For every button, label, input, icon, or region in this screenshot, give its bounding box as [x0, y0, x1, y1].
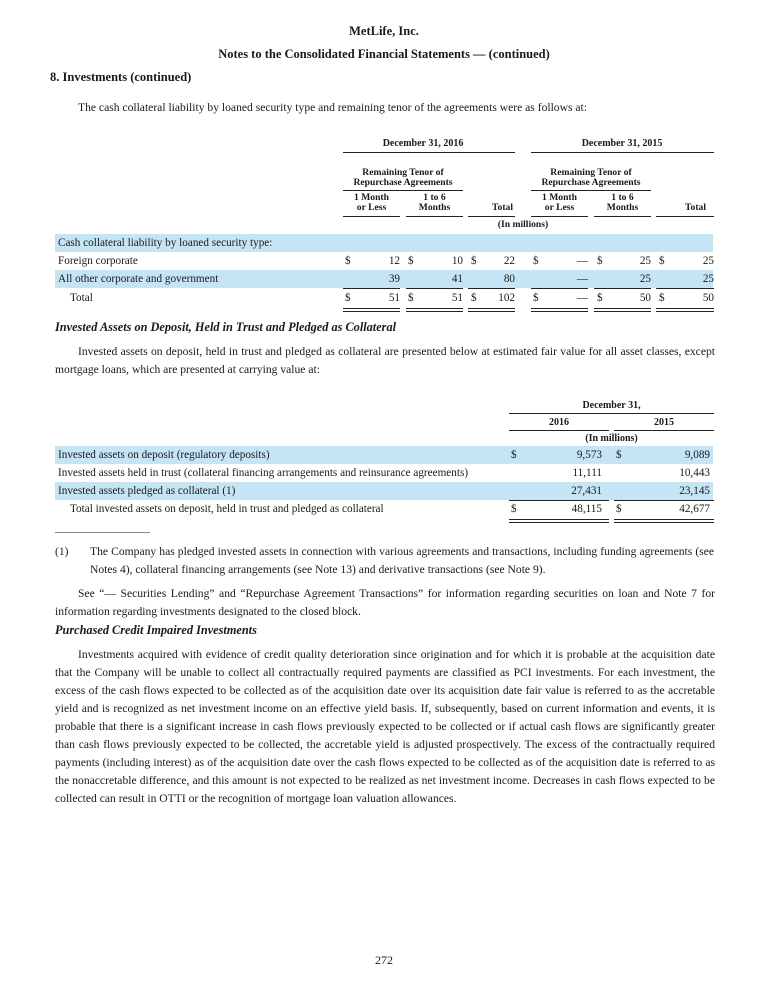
- value-cell: 50: [639, 292, 651, 304]
- value-cell: 10,443: [679, 467, 710, 479]
- pci-paragraph: Investments acquired with evidence of credit quality deterioration since origination and for which it is probable at the acquisition date that the Company will be unable to collect all contractually required payments are classified as PCI investments. For each investment, the excess of the cash flows expected to be collected as of the acquisition date over its acquisition date fair value is referred to as the accretable yield and is recognized as net investment income on an effective yield basis. If, subsequently, based on current information and events, it is probable that there is a significant increase in cash flows previously expected to be collected or if actual cash flows are significantly greater than cash flows previously expected to be collected, the accretable yield is adjusted prospectively. The excess of the contractually required payments (including interest) as of the acquisition date over the cash flows expected to be collected as of the acquisition date is referred to as the nonaccretable difference, and this amount is not expected to be realized as net investment income. Decreases in cash flows expected to be collected can result in OTTI or the recognition of mortgage loan valuation allowances.: [55, 648, 715, 805]
- currency-symbol: $: [597, 292, 603, 304]
- category-label: Cash collateral liability by loaned security type:: [58, 237, 273, 249]
- value-cell: —: [576, 273, 588, 285]
- col-header-total-2016: Total: [492, 202, 513, 213]
- value-cell: 9,573: [576, 449, 602, 461]
- total-double-rule: [614, 519, 714, 523]
- value-cell: 25: [702, 255, 714, 267]
- currency-symbol: $: [345, 255, 351, 267]
- see-also-paragraph: See “— Securities Lending” and “Repurchase Agreement Transactions” for information regarding securities on loan and Note 7 for information regarding investments designated to the closed block.: [55, 587, 715, 618]
- value-cell: 51: [388, 292, 400, 304]
- footnote-divider: [55, 532, 150, 533]
- year-header-2016: 2016: [549, 417, 569, 428]
- section-heading-pci: Purchased Credit Impaired Investments: [55, 623, 257, 637]
- invested-assets-paragraph: Invested assets on deposit, held in trust and pledged as collateral are presented below at estimated fair value for all asset classes, except mortgage loans, which are presented at carrying value at:: [55, 345, 715, 376]
- page-number: 272: [375, 953, 393, 967]
- row-label: All other corporate and government: [58, 273, 219, 285]
- units-label: (In millions): [585, 433, 638, 444]
- currency-symbol: $: [471, 255, 477, 267]
- group-header-2016: Remaining Tenor of Repurchase Agreements: [353, 167, 453, 188]
- col-rule: [468, 216, 515, 217]
- value-cell: 25: [702, 273, 714, 285]
- total-double-rule: [343, 308, 400, 312]
- footnote-marker: (1): [55, 545, 69, 558]
- currency-symbol: $: [471, 292, 477, 304]
- period-rule-2016: [343, 152, 515, 153]
- section-heading-invested-assets: Invested Assets on Deposit, Held in Trust and Pledged as Collateral: [55, 320, 397, 334]
- value-cell: 23,145: [679, 485, 710, 497]
- col-rule: [343, 216, 400, 217]
- currency-symbol: $: [616, 503, 622, 515]
- row-label: Invested assets pledged as collateral (1): [58, 485, 236, 497]
- total-double-rule: [594, 308, 651, 312]
- currency-symbol: $: [345, 292, 351, 304]
- footnote-text: The Company has pledged invested assets in connection with various agreements and transactions, including funding agreements (see Notes 4), collateral financing arrangements (see Note 13) and derivative transactions (see Note 9).: [90, 545, 714, 576]
- currency-symbol: $: [533, 292, 539, 304]
- value-cell: 41: [451, 273, 463, 285]
- total-double-rule: [468, 308, 515, 312]
- row-label: Foreign corporate: [58, 255, 138, 267]
- document-subtitle: Notes to the Consolidated Financial Statements — (continued): [218, 47, 550, 61]
- col-header-1m-2015: 1 Month or Less: [542, 192, 577, 213]
- value-cell: 25: [639, 255, 651, 267]
- value-cell: 48,115: [571, 503, 602, 515]
- currency-symbol: $: [659, 292, 665, 304]
- col-rule: [594, 216, 651, 217]
- value-cell: 50: [702, 292, 714, 304]
- value-cell: 39: [388, 273, 400, 285]
- total-double-rule: [406, 308, 463, 312]
- value-cell: 51: [451, 292, 463, 304]
- value-cell: 42,677: [679, 503, 710, 515]
- period-header-2015: December 31, 2015: [581, 138, 663, 149]
- currency-symbol: $: [533, 255, 539, 267]
- col-rule: [656, 216, 714, 217]
- period-rule: [509, 413, 714, 414]
- currency-symbol: $: [597, 255, 603, 267]
- currency-symbol: $: [511, 503, 517, 515]
- value-cell: 12: [388, 255, 400, 267]
- value-cell: 10: [451, 255, 463, 267]
- col-header-total-2015: Total: [685, 202, 706, 213]
- value-cell: 80: [503, 273, 515, 285]
- total-double-rule: [509, 519, 609, 523]
- year-rule: [614, 430, 714, 431]
- value-cell: 25: [639, 273, 651, 285]
- col-header-1m-2016: 1 Month or Less: [354, 192, 389, 213]
- col-rule: [531, 216, 588, 217]
- currency-symbol: $: [511, 449, 517, 461]
- value-cell: —: [576, 292, 588, 304]
- units-label: (In millions): [497, 219, 549, 230]
- row-label: Total: [70, 292, 93, 304]
- year-rule: [509, 430, 609, 431]
- group-header-2015: Remaining Tenor of Repurchase Agreements: [541, 167, 641, 188]
- row-label: Invested assets on deposit (regulatory deposits): [58, 449, 270, 461]
- total-double-rule: [531, 308, 588, 312]
- intro-paragraph: The cash collateral liability by loaned security type and remaining tenor of the agreements were as follows at:: [78, 101, 587, 114]
- currency-symbol: $: [408, 255, 414, 267]
- currency-symbol: $: [616, 449, 622, 461]
- total-double-rule: [656, 308, 714, 312]
- section-heading: 8. Investments (continued): [50, 70, 192, 84]
- group-rule-2016: [343, 190, 463, 191]
- value-cell: 27,431: [571, 485, 602, 497]
- group-rule-2015: [531, 190, 651, 191]
- col-header-1to6-2015: 1 to 6 Months: [606, 192, 639, 213]
- value-cell: 22: [503, 255, 515, 267]
- currency-symbol: $: [408, 292, 414, 304]
- period-header: December 31,: [582, 400, 641, 411]
- value-cell: 102: [498, 292, 515, 304]
- year-header-2015: 2015: [654, 417, 674, 428]
- col-rule: [406, 216, 463, 217]
- period-header-2016: December 31, 2016: [382, 138, 464, 149]
- company-name: MetLife, Inc.: [349, 24, 419, 38]
- period-rule-2015: [531, 152, 714, 153]
- col-header-1to6-2016: 1 to 6 Months: [418, 192, 451, 213]
- row-label: Invested assets held in trust (collateral financing arrangements and reinsurance agreements): [58, 467, 469, 479]
- value-cell: 9,089: [684, 449, 710, 461]
- row-label: Total invested assets on deposit, held in trust and pledged as collateral: [70, 503, 384, 515]
- currency-symbol: $: [659, 255, 665, 267]
- value-cell: 11,111: [572, 467, 602, 479]
- value-cell: —: [576, 255, 588, 267]
